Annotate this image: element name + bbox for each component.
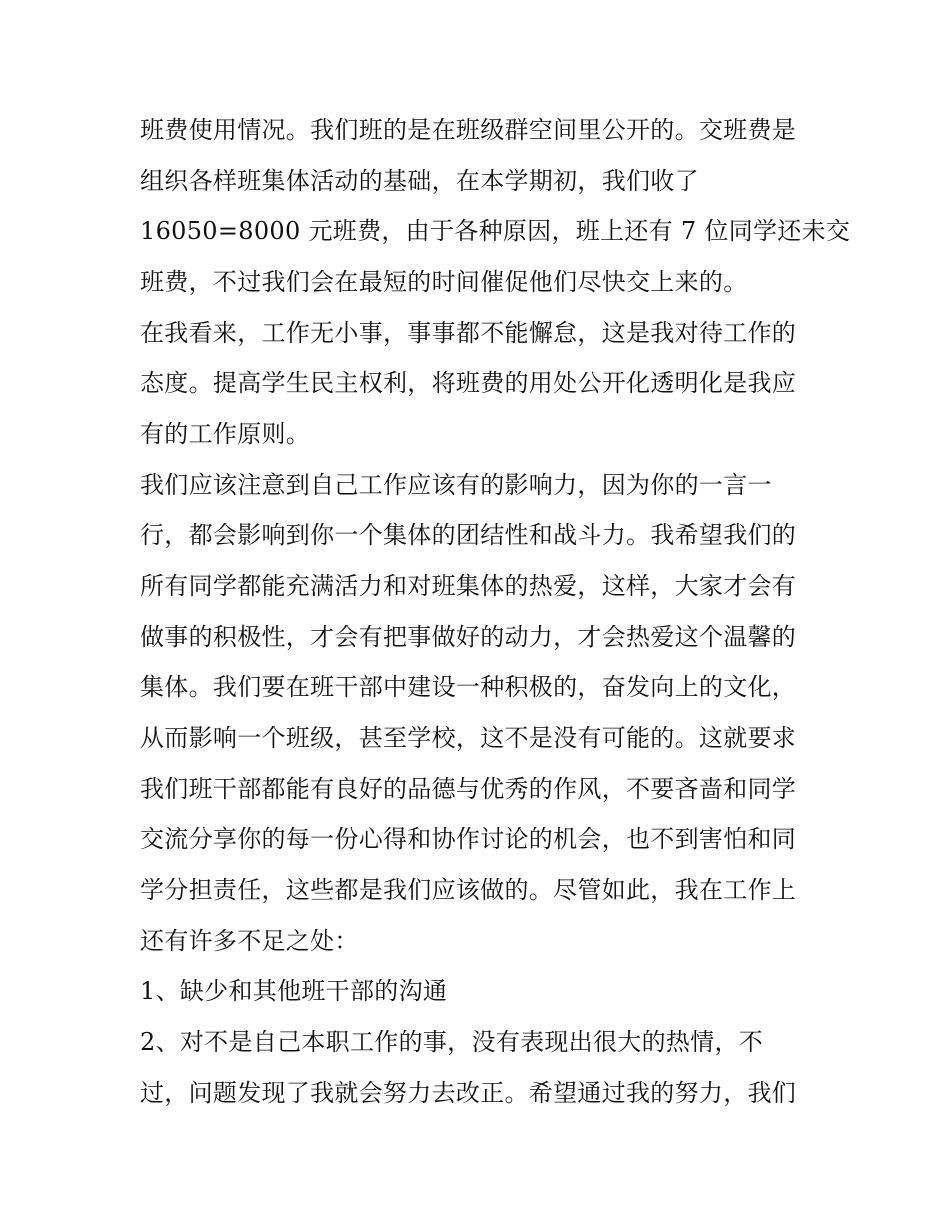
text-line: 16050=8000 元班费，由于各种原因，班上还有 7 位同学还未交: [140, 217, 851, 245]
text-line: 做事的积极性，才会有把事做好的动力，才会热爱这个温馨的: [140, 623, 797, 651]
list-item-2: 2、对不是自己本职工作的事，没有表现出很大的热情，不: [140, 1028, 764, 1056]
text-line: 组织各样班集体活动的基础，在本学期初，我们收了: [140, 167, 699, 195]
text-line: 我们应该注意到自己工作应该有的影响力，因为你的一言一: [140, 471, 772, 499]
text-line: 所有同学都能充满活力和对班集体的热爱，这样，大家才会有: [140, 572, 797, 600]
text-line: 还有许多不足之处：: [140, 927, 359, 955]
text-line: 学分担责任，这些都是我们应该做的。尽管如此，我在工作上: [140, 876, 797, 904]
text-line: 班费，不过我们会在最短的时间催促他们尽快交上来的。: [140, 268, 748, 296]
text-line: 交流分享你的每一份心得和协作讨论的机会，也不到害怕和同: [140, 825, 797, 853]
text-line: 过，问题发现了我就会努力去改正。希望通过我的努力，我们: [140, 1079, 797, 1107]
text-line: 我们班干部都能有良好的品德与优秀的作风，不要吝啬和同学: [140, 775, 797, 803]
text-line: 有的工作原则。: [140, 420, 311, 448]
text-line: 班费使用情况。我们班的是在班级群空间里公开的。交班费是: [140, 116, 797, 144]
text-line: 在我看来，工作无小事，事事都不能懈怠，这是我对待工作的: [140, 319, 797, 347]
text-line: 从而影响一个班级，甚至学校，这不是没有可能的。这就要求: [140, 724, 797, 752]
list-item-1: 1、缺少和其他班干部的沟通: [140, 977, 448, 1005]
text-line: 态度。提高学生民主权利，将班费的用处公开化透明化是我应: [140, 369, 797, 397]
text-line: 行，都会影响到你一个集体的团结性和战斗力。我希望我们的: [140, 521, 797, 549]
text-line: 集体。我们要在班干部中建设一种积极的，奋发向上的文化，: [140, 673, 797, 701]
